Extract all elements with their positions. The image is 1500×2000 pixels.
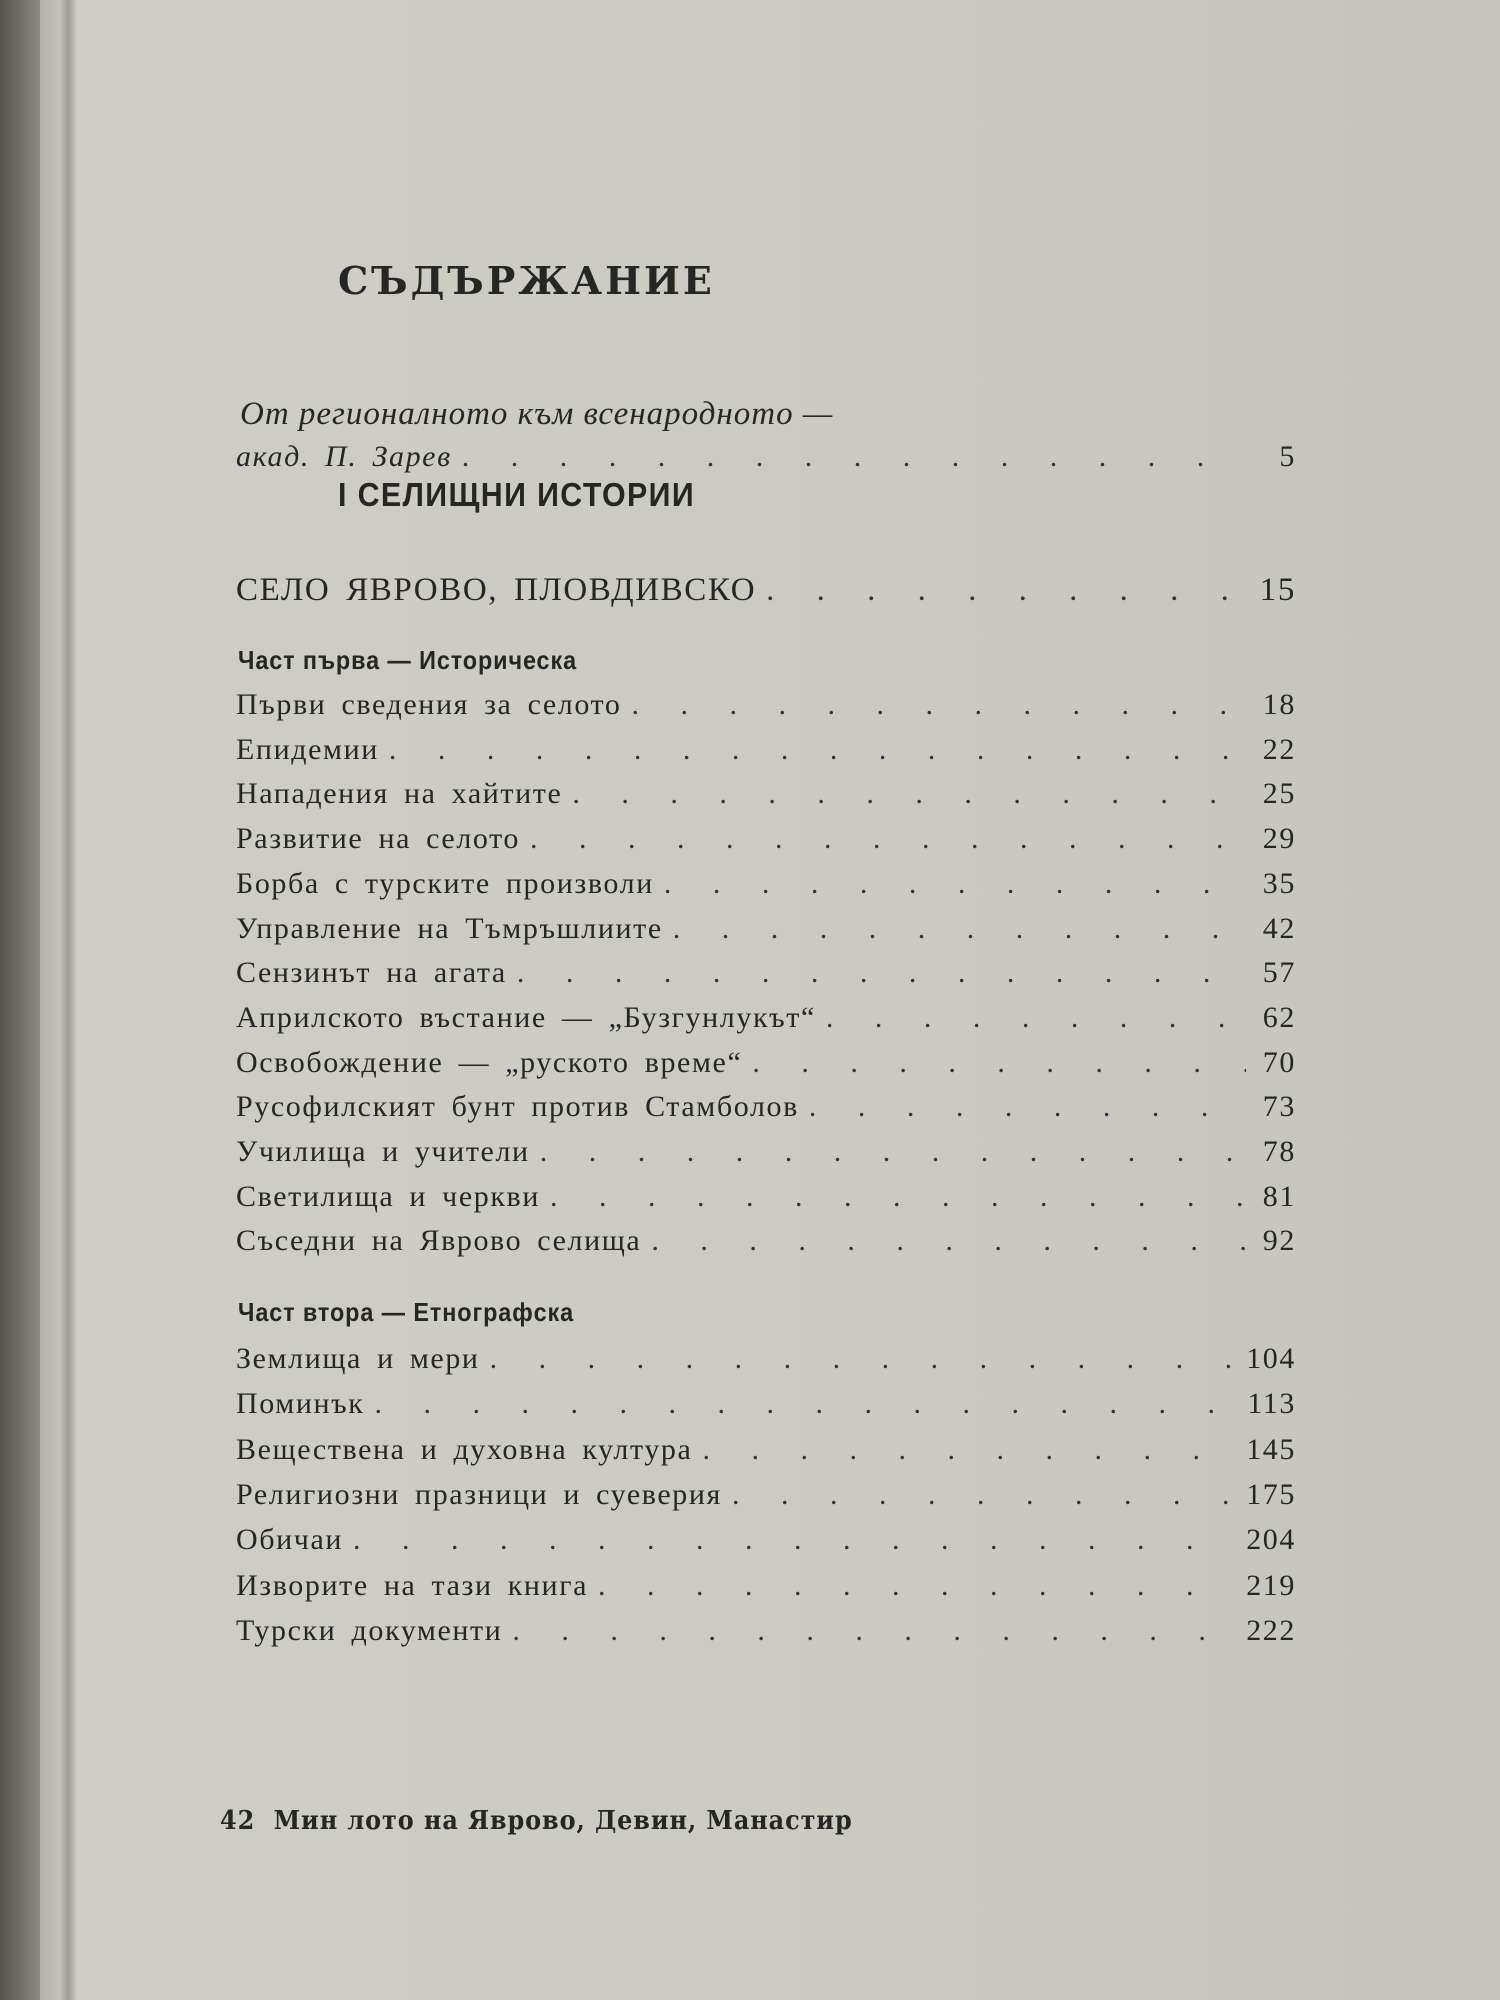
dot-leader [766, 572, 1246, 609]
dot-leader [530, 822, 1246, 856]
entry-page: 92 [1262, 1224, 1296, 1258]
entry-label: Освобождение — „руското време“ [236, 1045, 743, 1079]
entry-page: 42 [1262, 911, 1296, 945]
dot-leader [374, 1387, 1237, 1421]
toc-entry [236, 1342, 1296, 1376]
entry-label: Религиозни празници и суеверия [236, 1477, 722, 1511]
dot-leader [517, 956, 1246, 990]
part2-heading: Част втора — Етнографска [238, 1297, 575, 1327]
toc-entry [236, 1135, 1296, 1169]
entry-label: Априлското въстание — „Бузгунлукът“ [236, 1000, 816, 1034]
dot-leader [752, 1046, 1246, 1080]
entry-label: Обичаи [236, 1523, 344, 1557]
toc-entry [236, 733, 1296, 767]
entry-page: 145 [1246, 1432, 1296, 1466]
entry-label: Светилища и черкви [236, 1179, 540, 1213]
entry-page: 22 [1262, 732, 1296, 766]
dot-leader [550, 1180, 1246, 1214]
dot-leader [353, 1523, 1236, 1557]
entry-label: Развитие на селото [236, 822, 521, 856]
dot-leader [389, 733, 1246, 767]
entry-label: Нападения на хайтите [236, 777, 563, 811]
page-title: СЪДЪРЖАНИЕ [338, 258, 715, 303]
entry-page: 204 [1246, 1523, 1296, 1557]
toc-entry [236, 956, 1296, 990]
entry-label: Землища и мери [236, 1342, 480, 1375]
dot-leader [462, 440, 1246, 474]
entry-label: Съседни на Яврово селища [236, 1224, 642, 1258]
toc-entry [236, 1224, 1296, 1258]
entry-page: 70 [1262, 1045, 1296, 1079]
entry-page: 113 [1247, 1387, 1296, 1421]
dot-leader [732, 1478, 1236, 1512]
toc-entry-intro [236, 440, 1296, 474]
toc-entry [236, 1090, 1296, 1124]
entry-label: акад. П. Зарев [236, 440, 452, 473]
dot-leader [490, 1342, 1237, 1376]
entry-label: Изворите на тази книга [236, 1568, 589, 1602]
entry-page: 73 [1262, 1090, 1296, 1124]
entry-page: 35 [1262, 866, 1296, 900]
entry-page: 18 [1262, 688, 1296, 721]
entry-label: Русофилският бунт против Стамболов [236, 1090, 799, 1124]
page-footer [220, 1806, 853, 1836]
toc-entry [236, 1523, 1296, 1557]
toc-entry [236, 1180, 1296, 1214]
entry-label: Управление на Тъмръшлиите [236, 911, 663, 945]
entry-label: Сензинът на агата [236, 956, 507, 990]
running-title: Мин лото на Яврово, Девин, Манастир [273, 1806, 853, 1836]
toc-entry [236, 822, 1296, 856]
dot-leader [651, 1224, 1246, 1258]
entry-page: 78 [1262, 1135, 1296, 1168]
entry-label: Веществена и духовна култура [236, 1432, 693, 1466]
toc-entry [236, 1387, 1296, 1421]
book-gutter [0, 0, 40, 2000]
toc-entry [236, 912, 1296, 946]
entry-label: СЕЛО ЯВРОВО, ПЛОВДИВСКО [236, 572, 757, 608]
dot-leader [598, 1569, 1236, 1603]
dot-leader [702, 1433, 1236, 1467]
entry-label: Поминък [236, 1387, 365, 1421]
dot-leader [664, 867, 1246, 901]
toc-entry [236, 1569, 1296, 1603]
dot-leader [673, 912, 1246, 946]
entry-page: 222 [1246, 1613, 1296, 1647]
dot-leader [540, 1135, 1246, 1169]
entry-page: 175 [1246, 1477, 1296, 1511]
toc-entry [236, 1046, 1296, 1080]
dot-leader [809, 1090, 1246, 1124]
entry-page: 62 [1262, 1000, 1296, 1034]
entry-page: 25 [1262, 777, 1296, 811]
toc-entry [236, 1478, 1296, 1512]
section-heading: I СЕЛИЩНИ ИСТОРИИ [338, 476, 696, 513]
dot-leader [631, 688, 1246, 722]
dot-leader [572, 777, 1246, 811]
toc-entry [236, 777, 1296, 811]
toc-entry [236, 1614, 1296, 1648]
toc-entry [236, 867, 1296, 901]
entry-page: 5 [1279, 440, 1296, 473]
entry-label: Училища и учители [236, 1135, 530, 1168]
dot-leader [826, 1001, 1246, 1035]
entry-label: Борба с турските произволи [236, 866, 654, 900]
toc-entry [236, 1433, 1296, 1467]
part1-heading: Част първа — Историческа [238, 645, 578, 675]
toc-entry [236, 688, 1296, 722]
page-number: 42 [220, 1806, 256, 1836]
entry-page: 29 [1262, 822, 1296, 856]
entry-page: 104 [1246, 1342, 1296, 1375]
entry-label: Първи сведения за селото [236, 688, 622, 721]
intro-title: От регионалното към всенародното — [240, 396, 834, 432]
entry-page: 219 [1246, 1568, 1296, 1602]
entry-label: Епидемии [236, 732, 379, 766]
toc-entry-village [236, 572, 1296, 609]
entry-page: 81 [1262, 1179, 1296, 1213]
entry-page: 15 [1259, 572, 1296, 608]
toc-entry [236, 1001, 1296, 1035]
dot-leader [512, 1614, 1236, 1648]
entry-label: Турски документи [236, 1613, 503, 1647]
entry-page: 57 [1262, 956, 1296, 990]
